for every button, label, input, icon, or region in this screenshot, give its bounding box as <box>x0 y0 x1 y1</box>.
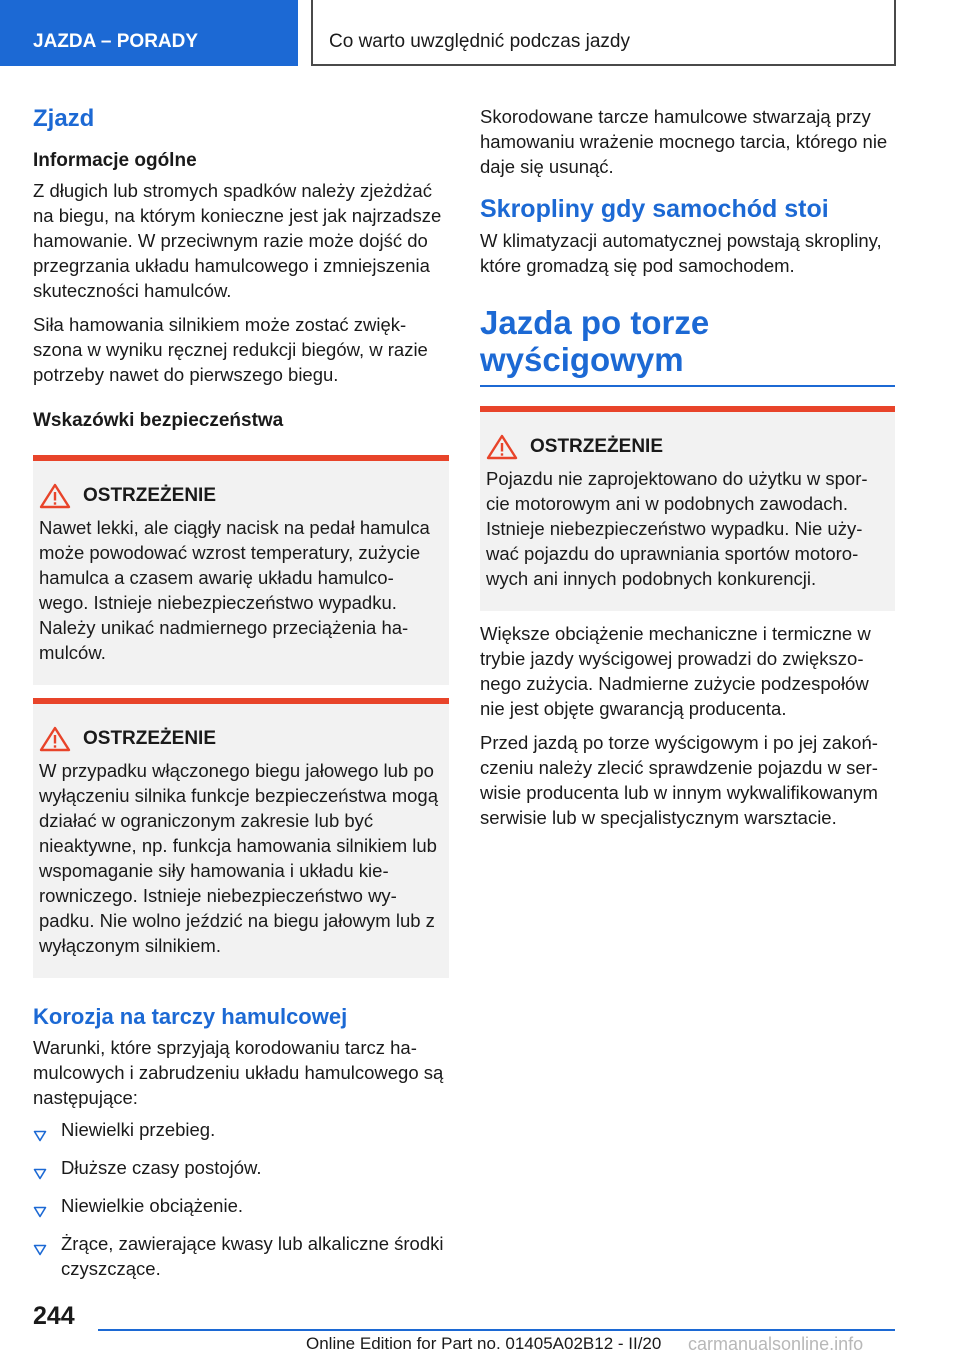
corrosion-conditions-list <box>33 1117 449 1281</box>
paragraph-track-1: Większe obciążenie mechaniczne i termiczne w trybie jazdy wyścigowej prowadzi do zwiększo- nego zużycia. Nadmierne zużycie podzespołów nie jest objęte gwarancją producenta. <box>480 623 871 719</box>
watermark: carmanualsonline.info <box>688 1334 864 1354</box>
list-item-text: Dłuższe czasy postojów. <box>61 1157 262 1178</box>
heading-condensate: Skropliny gdy samochód stoi <box>480 195 829 223</box>
list-item-text: Niewielki przebieg. <box>61 1119 216 1140</box>
heading-race-track-text: Jazda po torze wyścigowym <box>480 304 710 378</box>
paragraph-corrosion-continued: Skorodowane tarcze hamulcowe stwarzają przy hamowaniu wrażenie mocnego tarcia, którego nie daje się usunąć. <box>480 106 888 177</box>
left-column <box>33 100 449 1281</box>
warning-header <box>39 726 443 752</box>
warning-triangle-icon <box>486 434 518 460</box>
list-item-text: Żrące, zawierające kwasy lub alkaliczne środki czyszczące. <box>61 1233 444 1279</box>
warning-text: Pojazdu nie zaprojektowano do użytku w spor- cie motorowym ani w podobnych zawodach. Istnieje niebezpieczeństwo wypadku. Nie uży- wać pojazdu do uprawniania sportów motoro- wych ani innych podobnych konkurencji. <box>486 468 868 589</box>
list-item <box>33 1231 449 1281</box>
warning-title: OSTRZEŻENIE <box>83 728 217 749</box>
triangle-bullet-icon <box>33 1231 61 1281</box>
warning-title: OSTRZEŻENIE <box>83 485 217 506</box>
paragraph-general-2: Siła hamowania silnikiem może zostać zwięk- szona w wyniku ręcznej redukcji biegów, w razie potrzeby nawet do pierwszego biegu. <box>33 314 428 385</box>
warning-box-neutral-gear <box>33 698 449 978</box>
list-item <box>33 1193 449 1224</box>
warning-header <box>39 483 443 509</box>
paragraph-condensate: W klimatyzacji automatycznej powstają skropliny, które gromadzą się pod samochodem. <box>480 230 882 276</box>
heading-zjazd: Zjazd <box>33 105 95 132</box>
warning-header <box>486 434 889 460</box>
paragraph-track-2: Przed jazdą po torze wyścigowym i po jej zakoń- czeniu należy zlecić sprawdzenie pojazdu w ser- wisie producenta lub w innym wykwalifikowanym serwisie lub w specjalistycznym warsztacie. <box>480 732 878 828</box>
section-tab: JAZDA – PORADY <box>0 0 298 66</box>
warning-box-brake-pedal <box>33 455 449 685</box>
heading-general-info: Informacje ogólne <box>33 150 197 171</box>
right-column <box>480 100 895 830</box>
list-item-text: Niewielkie obciążenie. <box>61 1195 244 1216</box>
warning-box-motorsport <box>480 406 895 611</box>
heading-safety-tips: Wskazówki bezpieczeństwa <box>33 410 284 431</box>
triangle-bullet-icon <box>33 1117 61 1148</box>
list-item <box>33 1155 449 1186</box>
paragraph-corrosion: Warunki, które sprzyjają korodowaniu tarcz ha- mulcowych i zabrudzeniu układu hamulcowego są następujące: <box>33 1037 444 1108</box>
warning-text: Nawet lekki, ale ciągły nacisk na pedał hamulca może powodować wzrost temperatury, zużycie hamulca a czasem awarię układu hamulco- wego. Istnieje niebezpieczeństwo wypadku. Należy unikać nadmiernego przeciążenia ha- mulców. <box>39 517 430 663</box>
edition-info: Online Edition for Part no. 01405A02B12 - II/20 <box>306 1334 662 1353</box>
chapter-title: Co warto uwzględnić podczas jazdy <box>311 0 896 66</box>
list-item <box>33 1117 449 1148</box>
heading-brake-disc-corrosion: Korozja na tarczy hamulcowej <box>33 1004 348 1029</box>
triangle-bullet-icon <box>33 1193 61 1224</box>
warning-triangle-icon <box>39 726 71 752</box>
page-header <box>0 0 960 66</box>
heading-race-track <box>480 304 895 387</box>
warning-text: W przypadku włączonego biegu jałowego lub po wyłączeniu silnika funkcje bezpieczeństwa mogą działać w ograniczonym zakresie lub być nieaktywne, np. funkcja hamowania silnikiem lub wspomaganie siły hamowania i układu kie- rowniczego. Istnieje niebezpieczeństwo wy- padku. Nie wolno jeździć na biegu jałowym lub z wyłączonym silnikiem. <box>39 760 438 956</box>
warning-triangle-icon <box>39 483 71 509</box>
page-number: 244 <box>33 1302 75 1330</box>
triangle-bullet-icon <box>33 1155 61 1186</box>
paragraph-general-1: Z długich lub stromych spadków należy zjeżdżać na biegu, na którym konieczne jest jak najrzadsze hamowanie. W przeciwnym razie może dojść do przegrzania układu hamulcowego i zmniejszenia skuteczności hamulców. <box>33 180 442 301</box>
footer-divider <box>98 1329 895 1331</box>
warning-title: OSTRZEŻENIE <box>530 436 664 457</box>
